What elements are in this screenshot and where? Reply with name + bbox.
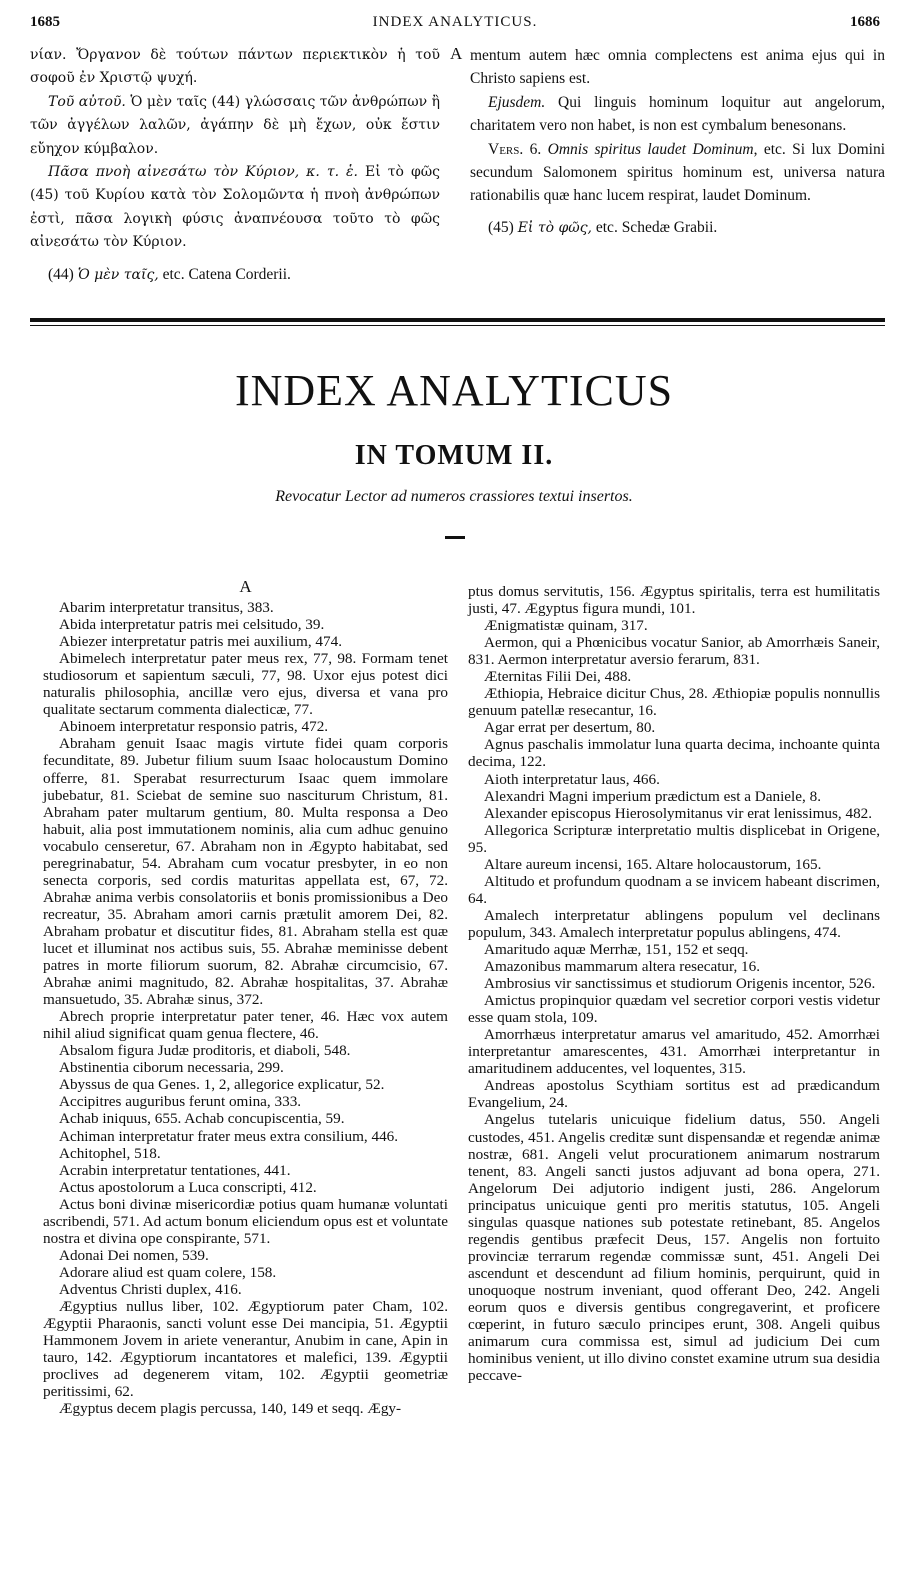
index-entry: Amazonibus mammarum altera resecatur, 16. — [484, 958, 761, 976]
latin-lemma-3: Omnis spiritus laudet Dominum — [541, 140, 754, 158]
index-entry: Abrech proprie interpretatur pater tener, 46. Hæc vox autem nihil aliud significat quam genua flectere, 46. — [43, 1008, 448, 1043]
index-entry: Amaritudo aquæ Merrhæ, 151, 152 et seqq. — [484, 940, 749, 958]
page-number-left: 1685 — [30, 14, 60, 30]
footnote-45-lemma: Εἰ τὸ φῶς, — [517, 219, 592, 236]
index-entry: Allegorica Scripturæ interpretatio multis displicebat in Origene, 95. — [468, 821, 880, 856]
section-rule-thick — [30, 318, 885, 322]
latin-text-3: , etc. Si lux Domini secundum Salomonem spiritus hominum est, universa natura rationabilis quæ hanc lucem respirat, laudet Dominum. — [470, 140, 886, 205]
verse-reference: Vers. 6. — [488, 140, 542, 158]
latin-text-2: Qui linguis hominum loquitur aut angelorum, charitatem vero non habet, is non est cymbalum benesonans. — [470, 93, 885, 135]
greek-text-3: Εἰ τὸ φῶς (45) τοῦ Κυρίου κατὰ τὸν Σολομῶντα ἡ πνοὴ ἀνθρώπων ἐστὶ, πᾶσα λογικὴ φύσις ἀναπνέουσα τοῦτο τὸ φῶς αἰνεσάτω τὸν Κύριον. — [30, 164, 441, 251]
latin-paragraph-2 — [470, 91, 885, 138]
index-entry: Ambrosius vir sanctissimus et studiorum Origenis incentor, 526. — [484, 975, 876, 993]
greek-lemma-2: Τοῦ αὐτοῦ. — [48, 93, 126, 110]
index-subtitle: IN TOMUM II. — [354, 440, 554, 471]
index-entry: Abyssus de qua Genes. 1, 2, allegorice explicatur, 52. — [59, 1076, 385, 1094]
index-entry: Aermon, qui a Phœnicibus vocatur Sanior, ab Amorrhæis Saneir, 831. Aermon interpretatur aversio ferarum, 831. — [468, 634, 880, 669]
greek-paragraph-1: νίαν. Ὄργανον δὲ τούτων πάντων περιεκτικὸν ἡ τοῦ σοφοῦ ἐν Χριστῷ ψυχή. — [30, 47, 440, 87]
greek-paragraph-3 — [30, 161, 440, 255]
index-entry: Actus boni divinæ misericordiæ potius quam humanæ voluntati ascribendi, 571. Ad actum bonum eliciendum opus est et voluntate nostra et divina ope conspirante, 571. — [43, 1195, 448, 1247]
index-entry: Ægyptius nullus liber, 102. Ægyptiorum pater Cham, 102. Ægyptii Pharaonis, sancti volunt esse Dei mancipia, 51. Ægyptii Hammonem Jovem in ariete venerantur, Anubim in cane, Apin in tauro, 142. Ægyptiorum incantatores et malefici, 139. Ægyptii proclives ad degenerem vitam, 102. Ægyptii geometriæ peritissimi, 62. — [43, 1297, 448, 1401]
latin-lemma-2: Ejusdem. — [488, 93, 546, 111]
index-entry: Acrabin interpretatur tentationes, 441. — [59, 1161, 291, 1179]
index-entry: ptus domus servitutis, 156. Ægyptus spiritalis, terra est humilitatis justi, 47. Ægyptus figura mundi, 101. — [468, 583, 880, 618]
index-entry: Adventus Christi duplex, 416. — [59, 1280, 242, 1298]
footnote-44-lemma: Ὁ μὲν ταῖς, — [77, 266, 159, 283]
latin-paragraph-1: mentum autem hæc omnia complectens est anima ejus qui in Christo sapiens est. — [470, 47, 885, 88]
footnote-45 — [470, 216, 885, 240]
index-entry: Adonai Dei nomen, 539. — [59, 1246, 209, 1264]
greek-column — [30, 44, 440, 287]
column-marker: A — [450, 44, 463, 63]
index-entry: Aioth interpretatur laus, 466. — [484, 770, 660, 788]
index-entry: Abimelech interpretatur pater meus rex, 77, 98. Formam tenet studiosorum et sapientum sæculi, 77, 98. Uxor ejus potest dici naturalis philosophia, ancillæ vero ejus, diversa et vana pro qualitate sectarum commenta dialecticæ, 77. — [43, 650, 448, 719]
index-entry: Agar errat per desertum, 80. — [484, 719, 656, 737]
index-column-right — [468, 583, 880, 1384]
index-entry: Achab iniquus, 655. Achab concupiscentia, 59. — [59, 1110, 345, 1128]
index-entry: Alexander episcopus Hierosolymitanus vir erat lenissimus, 482. — [484, 804, 873, 822]
index-entry: Æthiopia, Hebraice dicitur Chus, 28. Æthiopiæ populis nonnullis genuum patellæ resecantur, 16. — [468, 685, 880, 720]
index-entry: Amalech interpretatur ablingens populum vel declinans populum, 343. Amalech interpretatur populus ablingens, 474. — [468, 906, 880, 941]
greek-lemma-3: Πᾶσα πνοὴ αἰνεσάτω τὸν Κύριον, κ. τ. ἑ. — [48, 164, 359, 181]
footnote-44-number: (44) — [48, 265, 78, 283]
greek-text-2: Ὁ μὲν ταῖς (44) γλώσσαις τῶν ἀνθρώπων ἢ τῶν ἀγγέλων λαλῶν, ἀγάπην δὲ μὴ ἔχων, οὐκ ἔστιν εὔηχον κύμβαλον. — [30, 93, 440, 157]
index-entry: Agnus paschalis immolatur luna quarta decima, inchoante quinta decima, 122. — [468, 736, 880, 771]
index-entry: Abiezer interpretatur patris mei auxilium, 474. — [59, 633, 342, 651]
index-entry: Alexandri Magni imperium prædictum est a Daniele, 8. — [484, 787, 821, 805]
index-column-left — [43, 578, 448, 1417]
footnote-44 — [30, 263, 440, 287]
page-number-right: 1686 — [850, 14, 880, 30]
index-title: INDEX ANALYTICUS — [234, 366, 674, 415]
index-entry: Ægyptus decem plagis percussa, 140, 149 et seqq. Ægy- — [59, 1400, 402, 1418]
index-entry: Abinoem interpretatur responsio patris, 472. — [59, 718, 329, 736]
index-entry: Achitophel, 518. — [59, 1144, 161, 1162]
index-entry: Adorare aliud est quam colere, 158. — [59, 1263, 277, 1281]
running-title: INDEX ANALYTICUS. — [372, 14, 538, 30]
title-dash — [445, 536, 465, 539]
index-entry: Abraham genuit Isaac magis virtute fidei quam corporis fecunditate, 89. Jubetur filium suum Isaac holocaustum Domino offerre, 81. Sperabat resurrecturum Isaac quem immolare jubebatur, 81. Sciebat de semine suo nasciturum Christum, 81. Abraham pater multarum gentium, 80. Multa responsa a Deo habuit, alia post immutationem nominis, alia cum adhuc genuino vocabulo censeretur, 67. Abraham non in Ægypto habitabat, sed peregrinabatur, 54. Abraham cum vocatur presbyter, in eo non senecta corporis, sed cordis maturitas appellata est, 67, 72. Abrahæ anima verbis consolatoriis et bonis promissionibus a Deo recreatur, 35. Abraham amori carnis prætulit amorem Dei, 82. Abraham probatur et discutitur fides, 81. Abraham stella est quæ lucet et illuminat nos actibus suis, 55. Abrahæ meminisse debent patres in morte filiorum suorum, 82. Abrahæ circumcisio, 67. Abrahæ animi magnitudo, 82. Abrahæ hospitalitas, 37. Abrahæ mansuetudo, 35. Abrahæ sinus, 372. — [43, 735, 448, 1009]
index-entry: Actus apostolorum a Luca conscripti, 412. — [59, 1178, 317, 1196]
running-header — [30, 14, 880, 34]
reader-note: Revocatur Lector ad numeros crassiores textui insertos. — [275, 488, 633, 505]
greek-paragraph-2 — [30, 91, 440, 161]
index-entry: Altitudo et profundum quodnam a se invicem habeant discrimen, 64. — [468, 872, 880, 907]
latin-paragraph-3 — [470, 138, 885, 208]
footnote-45-number: (45) — [488, 218, 518, 236]
index-entry: Amictus propinquior quædam vel secretior corpori vestis videtur esse quam stola, 109. — [468, 992, 880, 1027]
latin-column — [470, 44, 885, 240]
index-entry: Æternitas Filii Dei, 488. — [484, 668, 632, 686]
index-entry: Andreas apostolus Scythiam sortitus est ad prædicandum Evangelium, 24. — [468, 1077, 880, 1112]
index-entry: Abstinentia ciborum necessaria, 299. — [59, 1059, 284, 1077]
index-entry: Abida interpretatur patris mei celsitudo, 39. — [59, 616, 325, 634]
footnote-44-text: etc. Catena Corderii. — [158, 265, 291, 283]
index-letter: A — [239, 577, 252, 596]
index-entry: Accipitres auguribus ferunt omina, 333. — [59, 1093, 302, 1111]
index-entry: Absalom figura Judæ proditoris, et diaboli, 548. — [59, 1042, 351, 1060]
index-entry: Abarim interpretatur transitus, 383. — [59, 599, 274, 617]
index-entry: Ænigmatistæ quinam, 317. — [484, 617, 648, 635]
index-entry: Altare aureum incensi, 165. Altare holocaustorum, 165. — [484, 855, 822, 873]
index-entry: Achiman interpretatur frater meus extra consilium, 446. — [59, 1127, 399, 1145]
footnote-45-text: etc. Schedæ Grabii. — [592, 218, 718, 236]
index-entry: Amorrhæus interpretatur amarus vel amaritudo, 452. Amorrhæi interpretantur amarescentes, 431. Amorrhæi interpretantur in amaritudinem adducentes, vel loquentes, 315. — [468, 1026, 880, 1078]
index-entry: Angelus tutelaris unicuique fidelium datus, 550. Angeli custodes, 451. Angelis creditæ sunt dispensandæ et regendæ animæ nostræ, 681. Angeli velut procurationem animarum nostrarum tenent, 83. Angeli sancti justos adjuvant ad bona opera, 271. Angelorum Dei adjutorio indigent justi, 286. Angelorum principatus unicuique genti pro meritis statutus, 105. Angeli singulas quasque nationes sub potestate retinebant, 85. Angelos regendis gentibus præfecit Deus, 157. Angelis non fortuito provinciæ terrarum regendæ commissæ sunt, 451. Angeli Dei ascendunt et descendunt ad filium hominis, perquirunt, quid in unoquoque nostrum inveniant, quod offerant Deo, 242. Angeli eorum quos e diversis gentibus congregaverint, et proficere cœperint, in futuro sæculo principes erunt, 308. Angeli quibus animarum cura commissa est, simul ad judicium Dei cum hominibus venient, ut illo divino constet examine utrum sua desidia peccave- — [468, 1111, 880, 1385]
section-rule-thin — [30, 325, 885, 326]
